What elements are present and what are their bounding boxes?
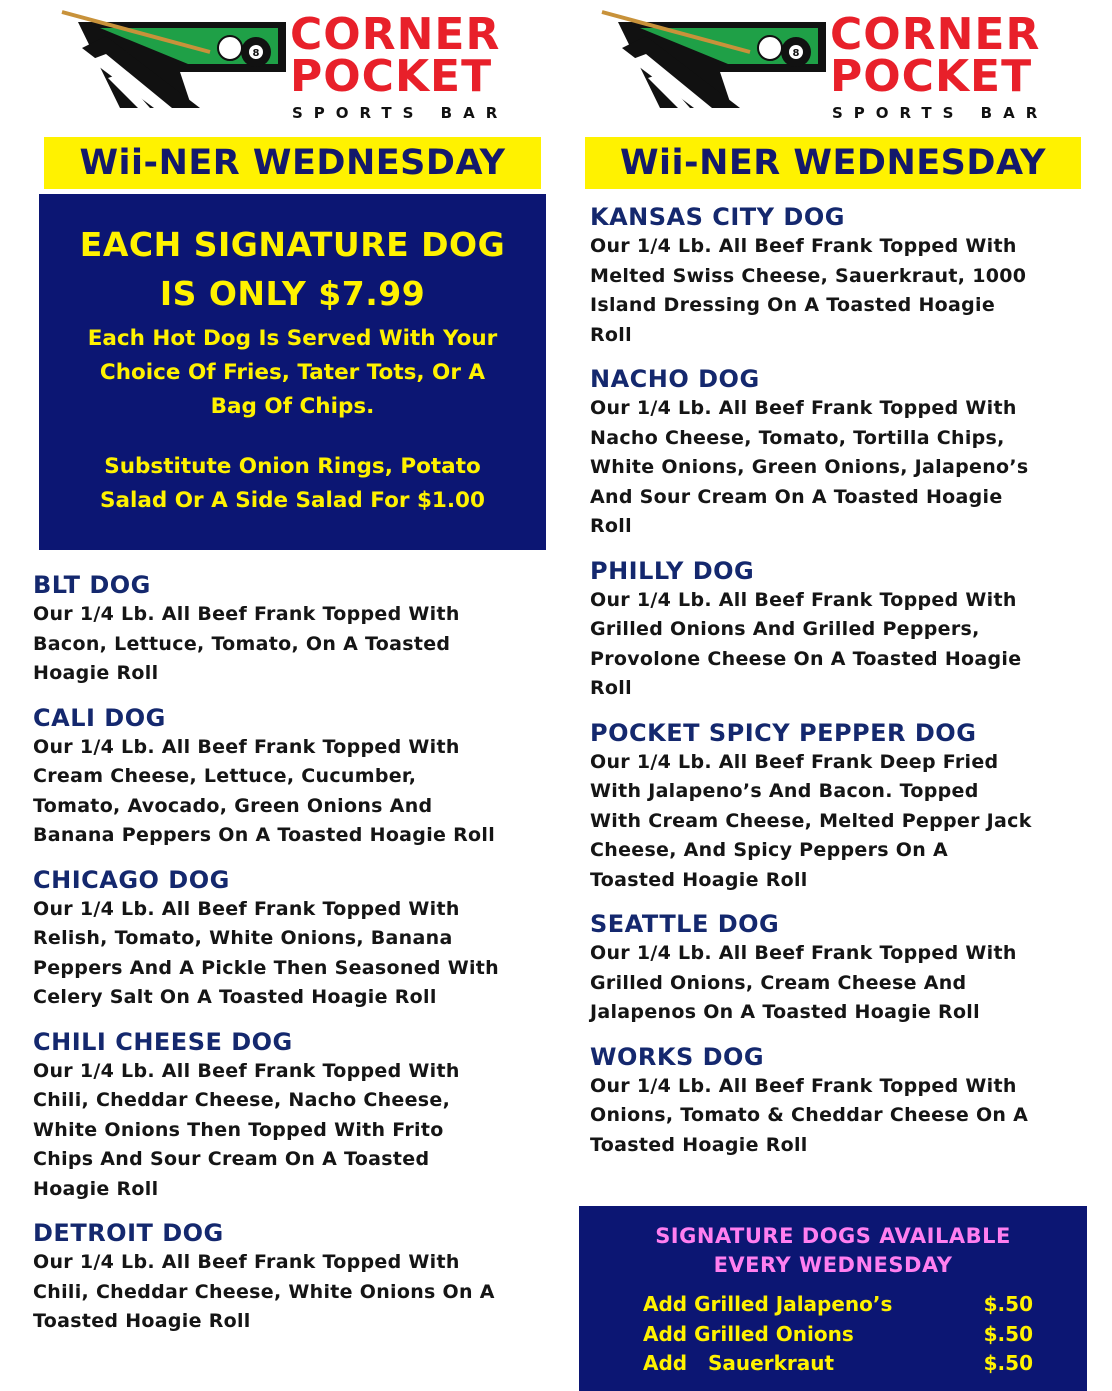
availability-line-2: EVERY WEDNESDAY (713, 1253, 953, 1277)
promo-headline-2: IS ONLY $7.99 (159, 274, 426, 313)
menu-item (590, 718, 1090, 896)
menu-item-name: CHILI CHEESE DOG (33, 1027, 293, 1056)
brand-line-2: POCKET (830, 51, 1033, 102)
brand-name (290, 9, 501, 102)
brand-tagline: SPORTS BAR (292, 104, 509, 122)
addon-list (643, 1290, 1033, 1379)
addon-label: Add Sauerkraut (643, 1351, 835, 1375)
menu-item-name: BLT DOG (33, 571, 151, 599)
menu-item-name: SEATTLE DOG (590, 910, 780, 938)
addon-price: $.50 (983, 1351, 1033, 1375)
addon-row (643, 1290, 1033, 1320)
menu-item-description: Our 1/4 Lb. All Beef Frank Deep Fried With Jalapeno’s And Bacon. Topped With Cream Cheese, Melted Pepper Jack Cheese, And Spicy Peppers On A Toasted Hoagie Roll (590, 750, 1032, 891)
menu-item-name: PHILLY DOG (590, 556, 755, 585)
menu-item (590, 556, 1090, 704)
addon-price: $.50 (983, 1292, 1033, 1316)
promo-headline-1: EACH SIGNATURE DOG (79, 225, 506, 264)
menu-list-right (590, 202, 1090, 1174)
menu-item (33, 570, 553, 689)
promo-substitute-text: Substitute Onion Rings, Potato Salad Or A Side Salad For $1.00 (100, 454, 485, 513)
menu-item-description: Our 1/4 Lb. All Beef Frank Topped With Bacon, Lettuce, Tomato, On A Toasted Hoagie Roll (33, 603, 460, 684)
menu-item (590, 364, 1090, 542)
menu-item-name: WORKS DOG (590, 1042, 765, 1071)
menu-item-name: CALI DOG (33, 703, 166, 732)
menu-item-description: Our 1/4 Lb. All Beef Frank Topped With Melted Swiss Cheese, Sauerkraut, 1000 Island Dressing On A Toasted Hoagie Roll (590, 235, 1027, 346)
menu-item-name: POCKET SPICY PEPPER DOG (590, 718, 977, 747)
menu-item-name: KANSAS CITY DOG (590, 203, 845, 231)
svg-text:8: 8 (792, 48, 800, 59)
menu-item (33, 703, 553, 851)
menu-item-name: CHICAGO DOG (33, 865, 230, 894)
brand-line-1: CORNER (830, 9, 1041, 60)
menu-item-description: Our 1/4 Lb. All Beef Frank Topped With Relish, Tomato, White Onions, Banana Peppers And A Pickle Then Seasoned With Celery Salt On A Toasted Hoagie Roll (33, 897, 499, 1008)
menu-item-description: Our 1/4 Lb. All Beef Frank Topped With Nacho Cheese, Tomato, Tortilla Chips, White Onions, Green Onions, Jalapeno’s And Sour Cream On A Toasted Hoagie Roll (590, 397, 1029, 537)
logo-left (60, 8, 530, 128)
addon-label: Add Grilled Jalapeno’s (643, 1292, 893, 1316)
brand-line-1: CORNER (290, 9, 501, 60)
menu-item (33, 1027, 553, 1205)
menu-item-description: Our 1/4 Lb. All Beef Frank Topped With Chili, Cheddar Cheese, Nacho Cheese, White Onions Then Topped With Frito Chips And Sour Cream On A Toasted Hoagie Roll (33, 1059, 460, 1200)
addon-price: $.50 (983, 1321, 1033, 1346)
availability-heading (579, 1206, 1087, 1280)
pool-table-icon (600, 8, 832, 120)
promo-served-text: Each Hot Dog Is Served With Your Choice Of Fries, Tater Tots, Or A Bag Of Chips. (87, 326, 498, 419)
menu-item-description: Our 1/4 Lb. All Beef Frank Topped With Cream Cheese, Lettuce, Cucumber, Tomato, Avocado, Green Onions And Banana Peppers On A Toasted Hoagie Roll (33, 735, 496, 846)
menu-item-description: Our 1/4 Lb. All Beef Frank Topped With Onions, Tomato & Cheddar Cheese On A Toasted Hoagie Roll (590, 1074, 1029, 1156)
brand-name (830, 9, 1041, 102)
brand-tagline: SPORTS BAR (832, 104, 1049, 122)
menu-item-name: NACHO DOG (590, 365, 760, 393)
menu-list-left (33, 570, 553, 1351)
menu-item-description: Our 1/4 Lb. All Beef Frank Topped With Grilled Onions, Cream Cheese And Jalapenos On A Toasted Hoagie Roll (590, 942, 1017, 1023)
menu-item (33, 1218, 553, 1337)
menu-item (33, 865, 553, 1013)
menu-item-description: Our 1/4 Lb. All Beef Frank Topped With Chili, Cheddar Cheese, White Onions On A Toasted Hoagie Roll (33, 1251, 495, 1332)
addon-label: Add Grilled Onions (643, 1321, 854, 1346)
addon-row (643, 1349, 1033, 1379)
menu-item-description: Our 1/4 Lb. All Beef Frank Topped With Grilled Onions And Grilled Peppers, Provolone Cheese On A Toasted Hoagie Roll (590, 588, 1022, 699)
menu-item (590, 1042, 1090, 1161)
logo-right (600, 8, 1070, 128)
menu-item (590, 909, 1090, 1028)
menu-item-name: DETROIT DOG (33, 1219, 224, 1247)
banner-right: Wii-NER WEDNESDAY (585, 137, 1081, 189)
pool-table-icon (60, 8, 292, 120)
addon-row (643, 1320, 1033, 1350)
brand-line-2: POCKET (290, 51, 493, 102)
availability-line-1: SIGNATURE DOGS AVAILABLE (655, 1224, 1011, 1248)
svg-text:8: 8 (252, 48, 260, 59)
promo-box (39, 194, 546, 550)
menu-item (590, 202, 1090, 350)
availability-box (579, 1206, 1087, 1391)
banner-left: Wii-NER WEDNESDAY (44, 137, 541, 189)
